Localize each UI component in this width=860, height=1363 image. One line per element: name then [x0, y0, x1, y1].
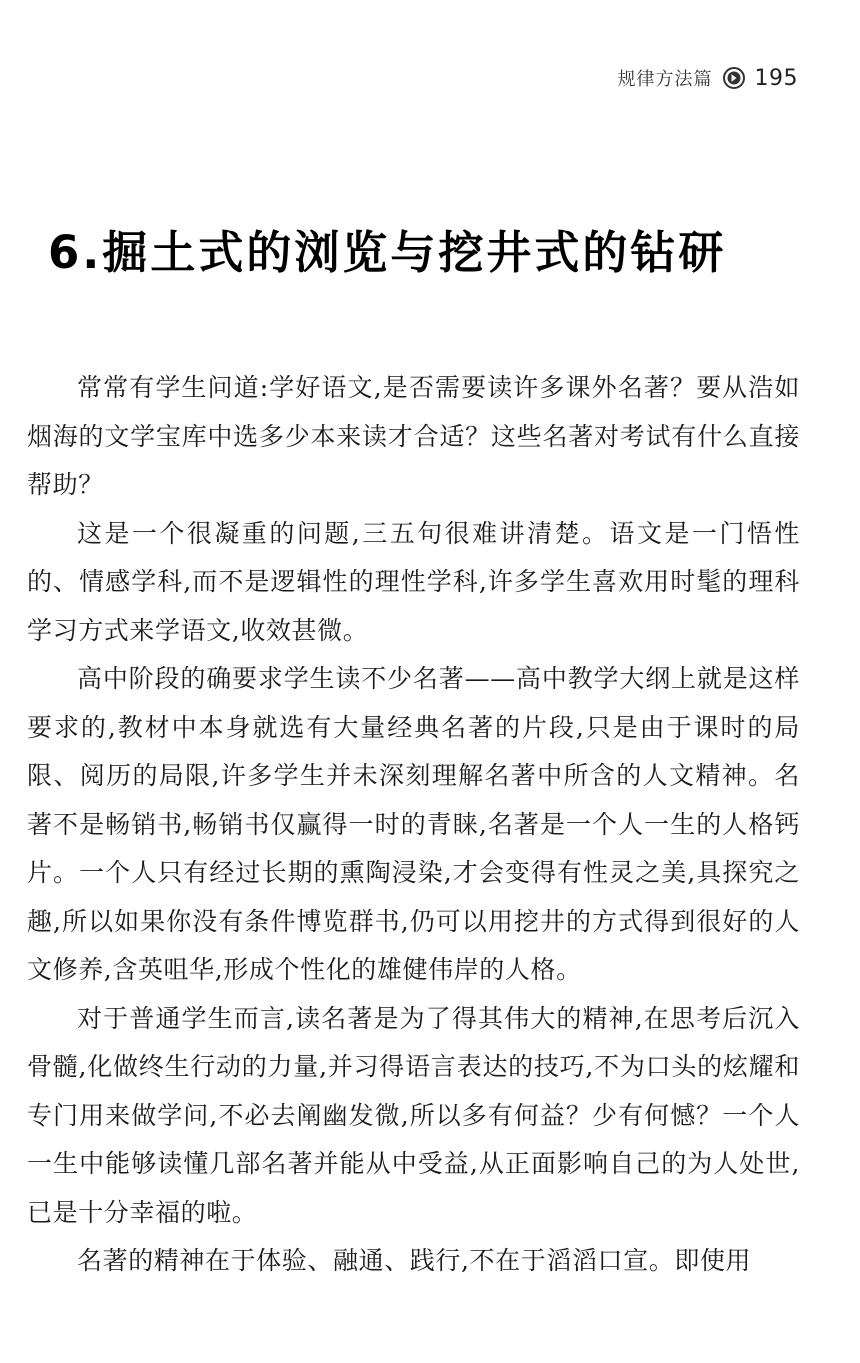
circle-arrow-right-icon [723, 67, 745, 89]
chapter-title: 6.掘土式的浏览与挖井式的钻研 [48, 226, 727, 279]
section-name: 规律方法篇 [617, 69, 713, 90]
paragraph: 高中阶段的确要求学生读不少名著——高中教学大纲上就是这样要求的,教材中本身就选有大量经典名著的片段,只是由于课时的局限、阅历的局限,许多学生并未深刻理解名著中所含的人文精神。名著不是畅销书,畅销书仅赢得一时的青睐,名著是一个人一生的人格钙片。一个人只有经过长期的熏陶浸染,才会变得有性灵之美,具探究之趣,所以如果你没有条件博览群书,仍可以用挖井的方式得到很好的人文修养,含英咀华,形成个性化的雄健伟岸的人格。 [27, 664, 800, 984]
running-header [618, 62, 799, 94]
paragraph: 这是一个很凝重的问题,三五句很难讲清楚。语文是一门悟性的、情感学科,而不是逻辑性的理性学科,许多学生喜欢用时髦的理科学习方式来学语文,收效甚微。 [27, 518, 800, 645]
paragraph: 名著的精神在于体验、融通、践行,不在于滔滔口宣。即使用 [77, 1246, 752, 1275]
page-number: 195 [754, 65, 798, 91]
paragraph: 常常有学生问道:学好语文,是否需要读许多课外名著？要从浩如烟海的文学宝库中选多少本来读才合适？这些名著对考试有什么直接帮助？ [27, 373, 800, 499]
paragraph: 对于普通学生而言,读名著是为了得其伟大的精神,在思考后沉入骨髓,化做终生行动的力量,并习得语言表达的技巧,不为口头的炫耀和专门用来做学问,不必去阐幽发微,所以多有何益？少有何憾？一个人一生中能够读懂几部名著并能从中受益,从正面影响自己的为人处世,已是十分幸福的啦。 [27, 1003, 800, 1227]
body-text [27, 364, 800, 1286]
